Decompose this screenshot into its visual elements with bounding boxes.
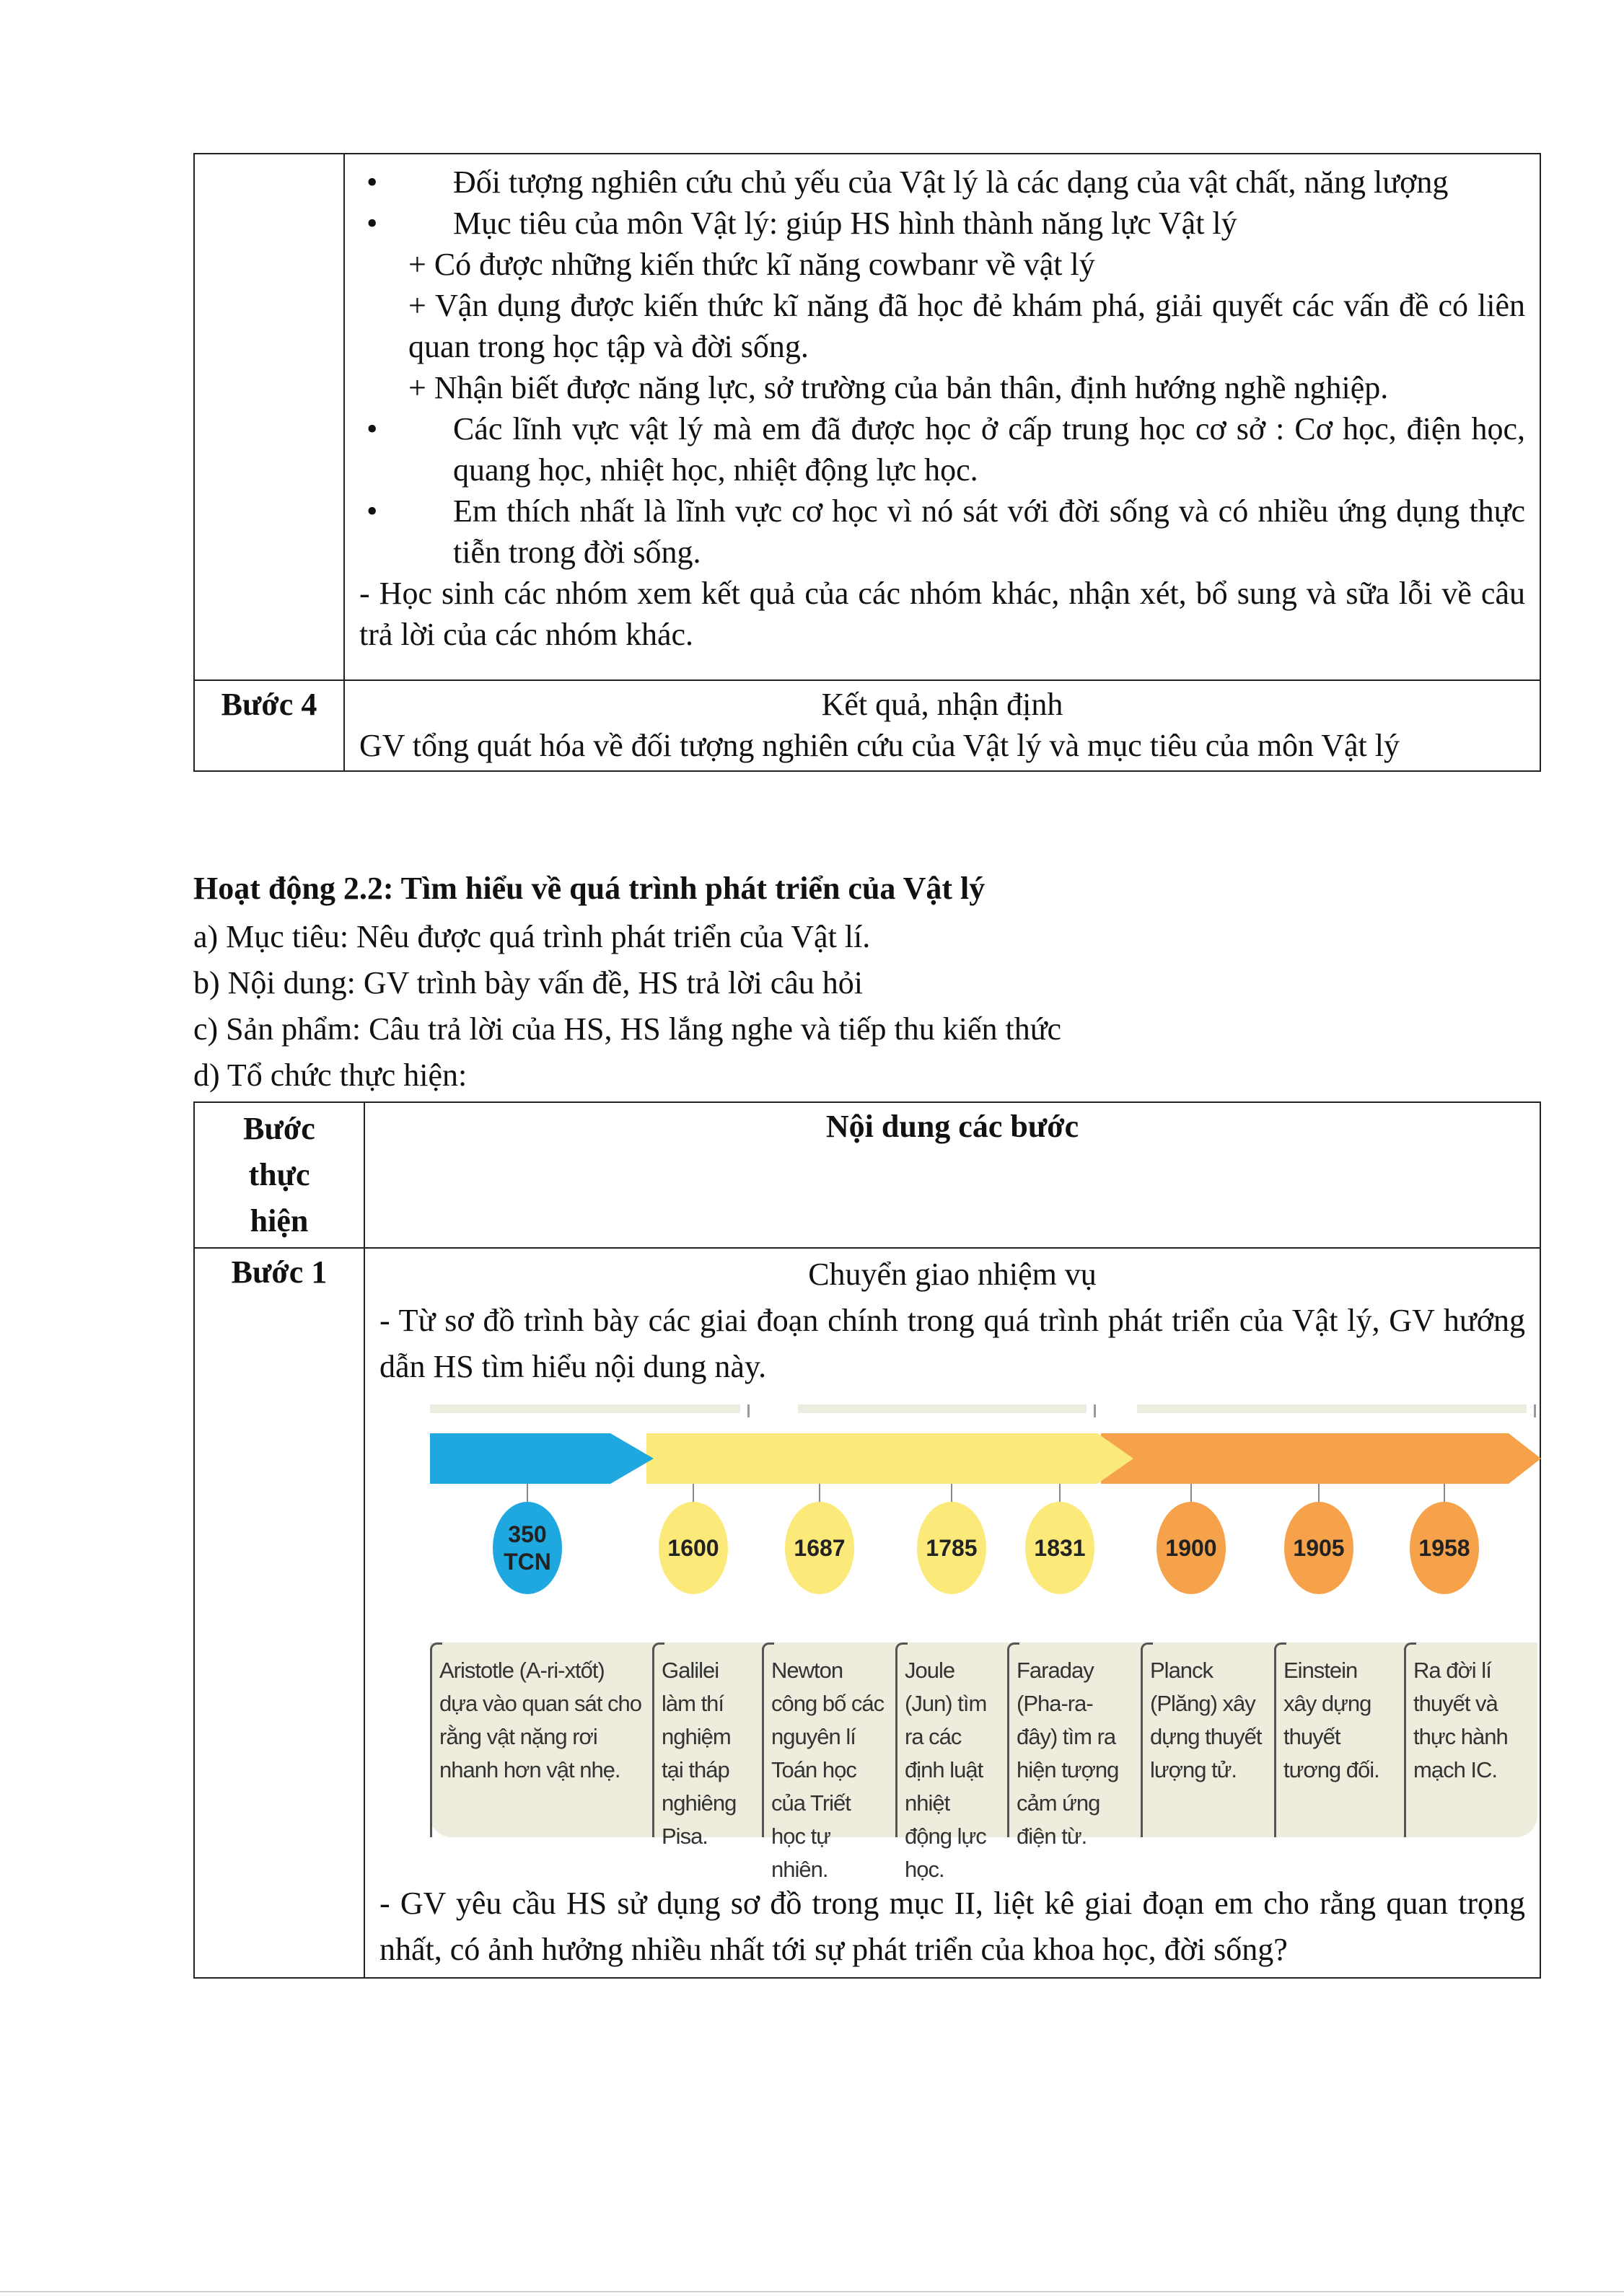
timeline-connector	[693, 1484, 694, 1504]
step-label: Bước 1	[194, 1248, 364, 1978]
section-heading: Hoạt động 2.2: Tìm hiểu về quá trình phát triển của Vật lý	[193, 871, 986, 906]
timeline-arrow	[430, 1433, 1541, 1505]
table-row	[194, 154, 1540, 680]
timeline-year-marker: 1905	[1284, 1502, 1353, 1594]
arrow-segment-yellow	[646, 1433, 1133, 1484]
timeline-year-marker: 350 TCN	[493, 1502, 562, 1594]
timeline-caption: Faraday (Pha-ra-đây) tìm ra hiện tượng cảm ứng điện từ.	[1007, 1648, 1136, 1837]
organization-line: d) Tổ chức thực hiện:	[193, 1057, 468, 1093]
timeline-caption: Ra đời lí thuyết và thực hành mạch IC.	[1404, 1648, 1527, 1837]
caption-corner	[1141, 1642, 1153, 1655]
timeline-connector	[1059, 1484, 1061, 1504]
header-content: Nội dung các bước	[364, 1102, 1540, 1248]
bullet-item: • Em thích nhất là lĩnh vực cơ học vì nó sát với đời sống và có nhiều ứng dụng thực tiễn trong đời sống.	[359, 491, 1525, 573]
steps-table	[193, 1101, 1541, 1979]
timeline-connector	[819, 1484, 820, 1504]
timeline-connector	[1318, 1484, 1320, 1504]
caption-corner	[1007, 1642, 1019, 1655]
bullet-item: • Mục tiêu của môn Vật lý: giúp HS hình thành năng lực Vật lý	[359, 203, 1525, 244]
plus-item: + Nhận biết được năng lực, sở trường của bản thân, định hướng nghề nghiệp.	[408, 370, 1389, 405]
timeline-year-marker: 1785	[917, 1502, 986, 1594]
caption-corner	[895, 1642, 908, 1655]
caption-corner	[762, 1642, 774, 1655]
timeline-year-marker: 1831	[1025, 1502, 1094, 1594]
figure-band	[798, 1404, 1087, 1413]
timeline-caption: Joule (Jun) tìm ra các định luật nhiệt động lực học.	[895, 1648, 1002, 1837]
timeline-year-marker: 1900	[1156, 1502, 1226, 1594]
dash-paragraph: - Học sinh các nhóm xem kết quả của các nhóm khác, nhận xét, bổ sung và sữa lỗi về câu trả lời của các nhóm khác.	[359, 576, 1525, 652]
timeline-caption: Newton công bố các nguyên lí Toán học của Triết học tự nhiên.	[762, 1648, 890, 1837]
product-line: c) Sản phẩm: Câu trả lời của HS, HS lắng nghe và tiếp thu kiến thức	[193, 1011, 1062, 1047]
timeline-year-marker: 1687	[785, 1502, 854, 1594]
page-footer-line	[0, 2291, 1624, 2292]
table-row	[194, 680, 1540, 771]
content-cell	[344, 154, 1540, 680]
figure-tick	[1534, 1404, 1536, 1417]
timeline-caption: Aristotle (A-ri-xtốt) dựa vào quan sát cho rằng vật nặng rơi nhanh hơn vật nhẹ.	[430, 1648, 646, 1837]
objective-line: a) Mục tiêu: Nêu được quá trình phát triển của Vật lí.	[193, 919, 871, 954]
caption-corner	[1274, 1642, 1286, 1655]
timeline-connector	[527, 1484, 528, 1504]
timeline-year-marker: 1958	[1410, 1502, 1479, 1594]
physics-timeline-figure	[430, 1404, 1541, 1882]
timeline-year-marker: 1600	[659, 1502, 728, 1594]
step-label: Bước 4	[194, 680, 344, 771]
figure-band	[1137, 1404, 1527, 1413]
figure-tick	[1094, 1404, 1096, 1417]
content-cell	[364, 1248, 1540, 1978]
arrow-segment-blue	[430, 1433, 654, 1484]
timeline-connector	[951, 1484, 952, 1504]
timeline-caption: Galilei làm thí nghiệm tại tháp nghiêng Pisa.	[652, 1648, 758, 1837]
figure-tick	[747, 1404, 750, 1417]
step-text: - Từ sơ đồ trình bày các giai đoạn chính trong quá trình phát triển của Vật lý, GV hướng dẫn HS tìm hiểu nội dung này.	[379, 1303, 1525, 1384]
steps-table-continued	[193, 153, 1541, 772]
step-text: GV tổng quát hóa về đối tượng nghiên cứu của Vật lý và mục tiêu của môn Vật lý	[359, 728, 1400, 763]
caption-corner	[430, 1642, 442, 1655]
step-title: Chuyển giao nhiệm vụ	[808, 1257, 1097, 1292]
caption-corner	[1404, 1642, 1416, 1655]
bullet-item: • Các lĩnh vực vật lý mà em đã được học ở cấp trung học cơ sở : Cơ học, điện học, quang học, nhiệt học, nhiệt động lực học.	[359, 408, 1525, 491]
step-title: Kết quả, nhận định	[821, 687, 1063, 722]
plus-item: + Vận dụng được kiến thức kĩ năng đã học đẻ khám phá, giải quyết các vấn đề có liên quan trong học tập và đời sống.	[408, 288, 1525, 364]
header-step: Bước thực hiện	[194, 1102, 364, 1248]
table-header-row	[194, 1102, 1540, 1248]
bullet-item: • Đối tượng nghiên cứu chủ yếu của Vật lý là các dạng của vật chất, năng lượng	[359, 162, 1525, 203]
timeline-caption: Einstein xây dựng thuyết tương đối.	[1274, 1648, 1398, 1837]
timeline-connector	[1190, 1484, 1192, 1504]
caption-corner	[652, 1642, 664, 1655]
timeline-caption: Planck (Plăng) xây dựng thuyết lượng tử.	[1141, 1648, 1269, 1837]
arrow-segment-orange	[1101, 1433, 1541, 1484]
content-cell	[344, 680, 1540, 771]
figure-band	[430, 1404, 740, 1413]
plus-item: + Có được những kiến thức kĩ năng cowbanr về vật lý	[408, 247, 1095, 282]
step-text: - GV yêu cầu HS sử dụng sơ đồ trong mục II, liệt kê giai đoạn em cho rằng quan trọng nhất, có ảnh hưởng nhiều nhất tới sự phát triển của khoa học, đời sống?	[379, 1886, 1525, 1967]
step-cell-empty	[194, 154, 344, 680]
content-line: b) Nội dung: GV trình bày vấn đề, HS trả lời câu hỏi	[193, 965, 863, 1000]
table-row	[194, 1248, 1540, 1978]
timeline-connector	[1444, 1484, 1445, 1504]
